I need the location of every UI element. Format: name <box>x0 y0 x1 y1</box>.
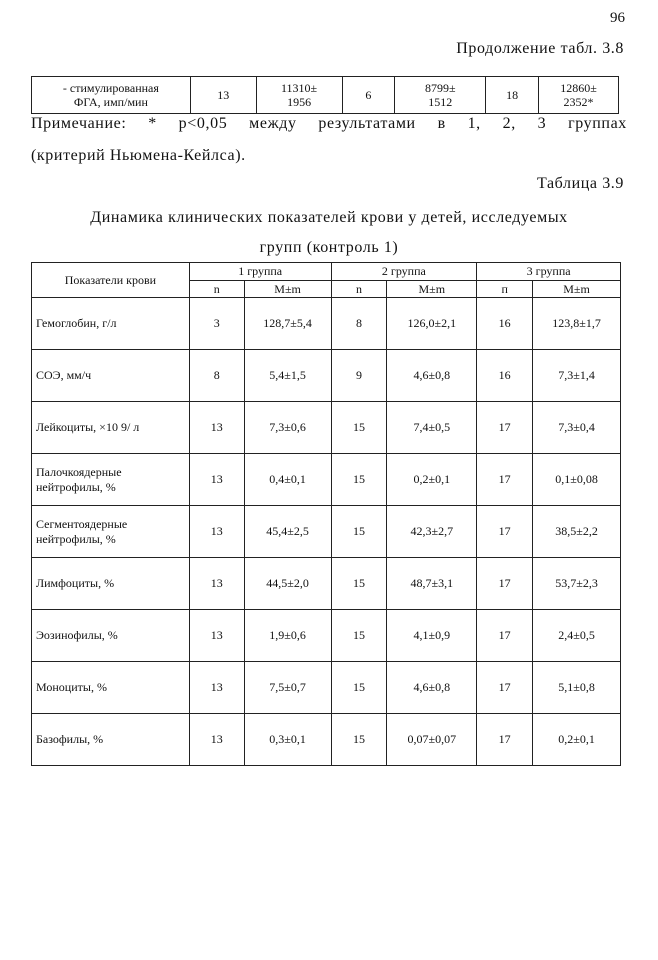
cell-value: 17 <box>477 610 533 662</box>
cell-value: 15 <box>331 558 387 610</box>
cell-value: 0,07±0,07 <box>387 714 477 766</box>
note-word: Примечание: <box>31 115 127 132</box>
cell-value: 13 <box>189 506 244 558</box>
cell-value: 4,6±0,8 <box>387 662 477 714</box>
cell-value: 16 <box>477 298 533 350</box>
cell-value: 44,5±2,0 <box>244 558 331 610</box>
table-row <box>32 610 621 662</box>
cell-value: 15 <box>331 454 387 506</box>
cell-value: 13 <box>189 454 244 506</box>
group3-mean-line2: 2352* <box>563 95 594 109</box>
table-title-line2: групп (контроль 1) <box>259 239 399 256</box>
parameter-name: Моноциты, % <box>32 662 190 714</box>
row-label-line1: - стимулированная <box>62 81 159 95</box>
cell-value: 13 <box>189 558 244 610</box>
cell-value: 7,3±1,4 <box>533 350 621 402</box>
cell-value: 13 <box>189 402 244 454</box>
cell-value: 0,2±0,1 <box>533 714 621 766</box>
note-word: результатами <box>318 115 416 132</box>
table-row <box>32 350 621 402</box>
cell-value: 8 <box>331 298 387 350</box>
cell-value: 17 <box>477 506 533 558</box>
header-row-groups <box>32 263 621 281</box>
note-word: в <box>437 115 446 132</box>
parameter-name: Лимфоциты, % <box>32 558 190 610</box>
cell-value: 123,8±1,7 <box>533 298 621 350</box>
note-word: между <box>249 115 297 132</box>
note-line1 <box>31 113 627 135</box>
cell-value: 45,4±2,5 <box>244 506 331 558</box>
group3-n: 18 <box>486 77 539 114</box>
cell-value: 48,7±3,1 <box>387 558 477 610</box>
table-row <box>32 506 621 558</box>
table-number: Таблица 3.9 <box>536 175 624 192</box>
cell-value: 17 <box>477 714 533 766</box>
note-word: 3 <box>537 115 547 132</box>
cell-value: 17 <box>477 402 533 454</box>
cell-value: 16 <box>477 350 533 402</box>
note-line2: (критерий Ньюмена-Кейлса). <box>31 147 246 164</box>
cell-value: 7,4±0,5 <box>387 402 477 454</box>
group1-mean-line2: 1956 <box>287 95 312 109</box>
cell-value: 7,5±0,7 <box>244 662 331 714</box>
row-label <box>32 77 191 114</box>
cell-value: 17 <box>477 454 533 506</box>
cell-value: 13 <box>189 662 244 714</box>
note-word: группах <box>568 115 627 132</box>
cell-value: 7,3±0,6 <box>244 402 331 454</box>
parameter-name: Базофилы, % <box>32 714 190 766</box>
group3-mean-line1: 12860± <box>560 81 597 95</box>
note-word: 1, <box>467 115 481 132</box>
cell-value: 7,3±0,4 <box>533 402 621 454</box>
cell-value: 128,7±5,4 <box>244 298 331 350</box>
cell-value: 15 <box>331 402 387 454</box>
cell-value: 1,9±0,6 <box>244 610 331 662</box>
cell-value: 4,1±0,9 <box>387 610 477 662</box>
table-title-line1: Динамика клинических показателей крови у детей, исследуемых <box>90 209 568 226</box>
cell-value: 8 <box>189 350 244 402</box>
group2-mean-line2: 1512 <box>428 95 453 109</box>
table-3-9 <box>31 262 621 766</box>
header-mean: M±m <box>387 281 477 298</box>
parameter-name: СОЭ, мм/ч <box>32 350 190 402</box>
header-parameter: Показатели крови <box>32 263 190 298</box>
note <box>31 113 627 167</box>
header-mean: M±m <box>533 281 621 298</box>
row-label-line2: ФГА, имп/мин <box>73 95 148 109</box>
group1-n: 13 <box>190 77 256 114</box>
cell-value: 13 <box>189 714 244 766</box>
parameter-name: Лейкоциты, ×10 9/ л <box>32 402 190 454</box>
table-row <box>32 558 621 610</box>
parameter-name: Сегментоядерные нейтрофилы, % <box>32 506 190 558</box>
header-n: п <box>477 281 533 298</box>
note-word: * <box>148 115 157 132</box>
table-row <box>32 77 619 114</box>
parameter-name: Палочкоядерные нейтрофилы, % <box>32 454 190 506</box>
cell-value: 15 <box>331 662 387 714</box>
parameter-name: Эозинофилы, % <box>32 610 190 662</box>
cell-value: 38,5±2,2 <box>533 506 621 558</box>
group1-mean-line1: 11310± <box>281 81 318 95</box>
group2-mean-line1: 8799± <box>424 81 456 95</box>
cell-value: 17 <box>477 558 533 610</box>
cell-value: 15 <box>331 506 387 558</box>
parameter-name: Гемоглобин, г/л <box>32 298 190 350</box>
note-word: 2, <box>502 115 516 132</box>
cell-value: 5,4±1,5 <box>244 350 331 402</box>
table-row <box>32 402 621 454</box>
cell-value: 4,6±0,8 <box>387 350 477 402</box>
group2-n: 6 <box>342 77 395 114</box>
header-n: n <box>331 281 387 298</box>
table-3-8-continuation <box>31 76 619 114</box>
table-row <box>32 714 621 766</box>
header-group3: 3 группа <box>477 263 621 281</box>
cell-value: 0,3±0,1 <box>244 714 331 766</box>
note-word: p<0,05 <box>178 115 228 132</box>
cell-value: 0,1±0,08 <box>533 454 621 506</box>
header-group2: 2 группа <box>331 263 477 281</box>
page-number: 96 <box>610 10 625 26</box>
cell-value: 15 <box>331 714 387 766</box>
table-row <box>32 662 621 714</box>
cell-value: 17 <box>477 662 533 714</box>
cell-value: 13 <box>189 610 244 662</box>
header-n: n <box>189 281 244 298</box>
cell-value: 42,3±2,7 <box>387 506 477 558</box>
table-title <box>31 203 627 263</box>
cell-value: 0,2±0,1 <box>387 454 477 506</box>
continuation-title: Продолжение табл. 3.8 <box>456 40 624 57</box>
group2-mean <box>395 77 486 114</box>
cell-value: 9 <box>331 350 387 402</box>
cell-value: 126,0±2,1 <box>387 298 477 350</box>
cell-value: 3 <box>189 298 244 350</box>
group1-mean <box>256 77 342 114</box>
cell-value: 0,4±0,1 <box>244 454 331 506</box>
cell-value: 53,7±2,3 <box>533 558 621 610</box>
cell-value: 5,1±0,8 <box>533 662 621 714</box>
table-row <box>32 298 621 350</box>
table-row <box>32 454 621 506</box>
group3-mean <box>539 77 619 114</box>
cell-value: 2,4±0,5 <box>533 610 621 662</box>
header-mean: M±m <box>244 281 331 298</box>
header-group1: 1 группа <box>189 263 331 281</box>
cell-value: 15 <box>331 610 387 662</box>
